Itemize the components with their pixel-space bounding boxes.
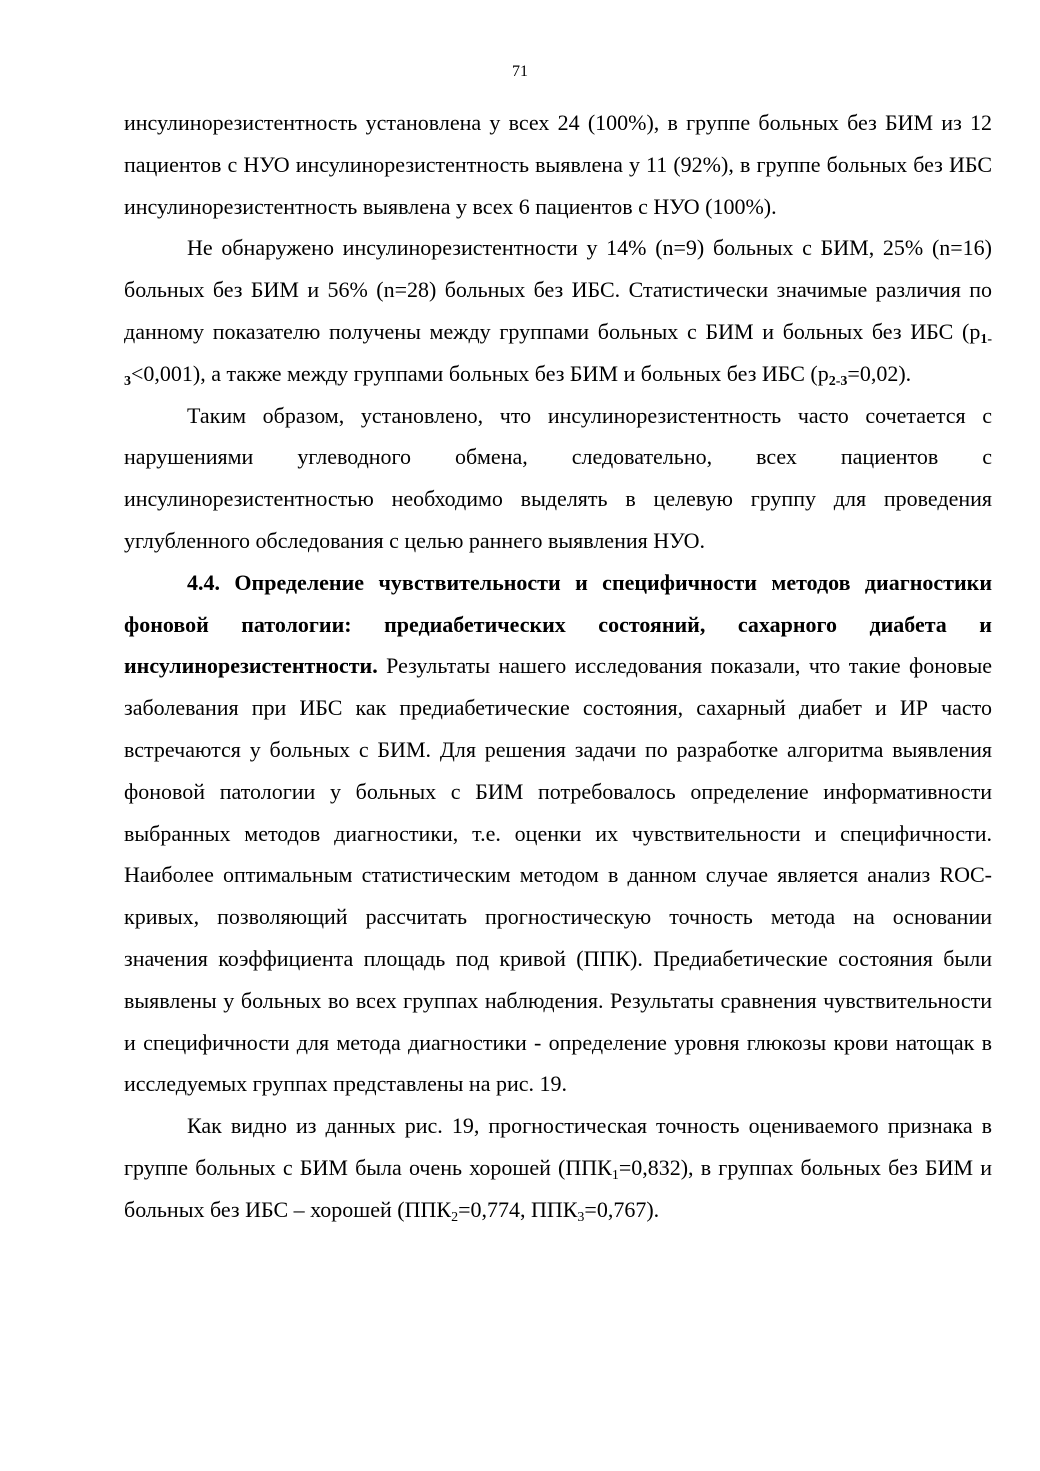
subscript-p1-3: 1-3 <box>124 331 992 389</box>
subscript-auc-3: 3 <box>577 1209 585 1225</box>
paragraph-text: Как видно из данных рис. 19, прогностическая точность оцениваемого признака в группе больных с БИМ была очень хорошей (ППК <box>124 1113 992 1180</box>
paragraph-text: =0,02). <box>847 360 912 386</box>
paragraph-text: =0,774, ППК <box>458 1196 578 1222</box>
paragraph-text: Не обнаружено инсулинорезистентности у 14% (n=9) больных с БИМ, 25% (n=16) больных без БИМ и 56% (n=28) больных без ИБС. Статистически значимые различия по данному показателю получены между группами больных с БИМ и больных без ИБС (p <box>124 235 992 344</box>
subscript-auc-1: 1 <box>611 1167 619 1183</box>
paragraph-text: =0,832), в группах больных без БИМ и больных без ИБС – хорошей (ППК <box>124 1154 992 1222</box>
document-body <box>124 102 992 1231</box>
paragraph-text: Результаты нашего исследования показали, что такие фоновые заболевания при ИБС как предиабетические состояния, сахарный диабет и ИР часто встречаются у больных с БИМ. Для решения задачи по разработке алгоритма выявления фоновой патологии у больных с БИМ потребовалось определение информативности выбранных методов диагностики, т.е. оценки их чувствительности и специфичности. Наиболее оптимальным статистическим методом в данном случае является анализ ROC-кривых, позволяющий рассчитать прогностическую точность метода на основании значения коэффициента площадь под кривой (ППК). Предиабетические состояния были выявлены у больных во всех группах наблюдения. Результаты сравнения чувствительности и специфичности для метода диагностики - определение уровня глюкозы крови натощак в исследуемых группах представлены на рис. 19. <box>124 653 992 1097</box>
paragraph-text: =0,767). <box>584 1196 660 1222</box>
paragraph-no-insulin-resistance <box>124 227 992 394</box>
paragraph-text: <0,001), а также между группами больных без БИМ и больных без ИБС (p <box>131 360 829 386</box>
subscript-auc-2: 2 <box>451 1209 459 1225</box>
paragraph-figure-19-results <box>124 1105 992 1230</box>
paragraph-conclusion: Таким образом, установлено, что инсулинорезистентность часто сочетается с нарушениями углеводного обмена, следовательно, всех пациентов с инсулинорезистентностью необходимо выделять в целевую группу для проведения углубленного обследования с целью раннего выявления НУО. <box>124 402 992 553</box>
subscript-p2-3: 2-3 <box>828 373 848 389</box>
section-heading: 4.4. Определение чувствительности и специфичности методов диагностики фоновой патологии: предиабетических состояний, сахарного диабета и инсулинорезистентности. <box>124 569 992 679</box>
paragraph-insulin-resistance-groups: инсулинорезистентность установлена у всех 24 (100%), в группе больных без БИМ из 12 пациентов с НУО инсулинорезистентность выявлена у 11 (92%), в группе больных без ИБС инсулинорезистентность выявлена у всех 6 пациентов с НУО (100%). <box>124 110 992 219</box>
page-number: 71 <box>512 63 528 80</box>
paragraph-section-4-4 <box>124 562 992 1105</box>
